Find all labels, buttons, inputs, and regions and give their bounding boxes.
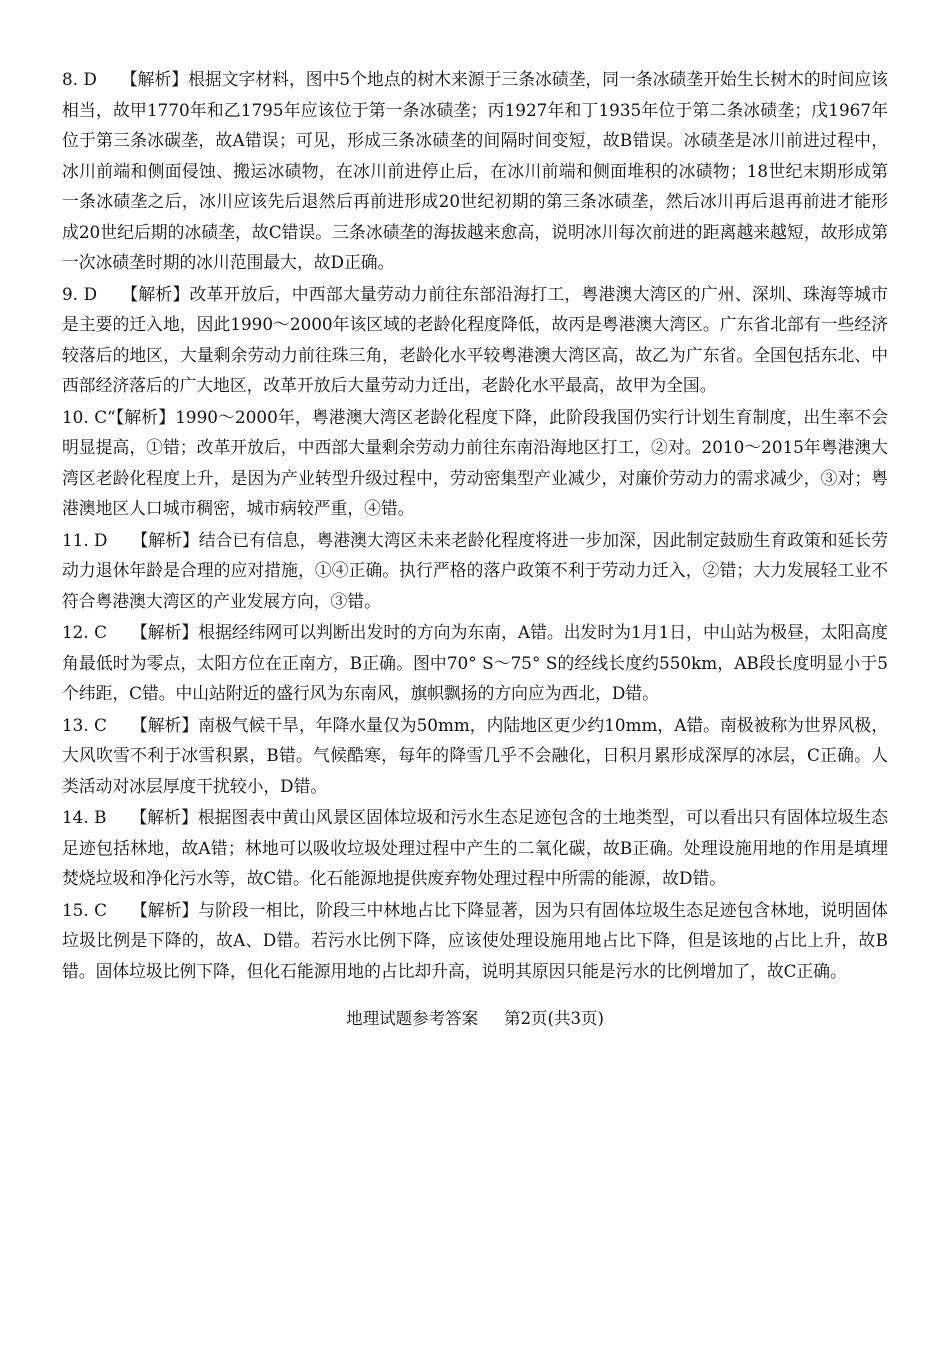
analysis-text: 结合已有信息，粤港澳大湾区未来老龄化程度将进一步加深，因此制定鼓励生育政策和延长劳动力退休年龄是合理的应对措施，①④正确。执行严格的落户政策不利于劳动力迁入，②错；大力发展轻工业不符合粤港澳大湾区的产业发展方向，③错。 bbox=[62, 529, 888, 611]
answer-number: 9. D bbox=[62, 283, 98, 304]
analysis-text: 根据经纬网可以判断出发时的方向为东南，A错。出发时为1月1日，中山站为极昼，太阳高度角最低时为零点，太阳方位在正南方，B正确。图中70° S～75° S的经线长度约550km，AB段长度明显小于5个纬距，C错。中山站附近的盛行风为东南风，旗帜飘扬的方向应为西北，D错。 bbox=[62, 622, 888, 703]
analysis-text: 改革开放后，中西部大量劳动力前往东部沿海打工，粤港澳大湾区的广州、深圳、珠海等城市是主要的迁入地，因此1990～2000年该区域的老龄化程度降低，故丙是粤港澳大湾区。广东省北部有一些经济较落后的地区，大量剩余劳动力前往珠三角，老龄化水平较粤港澳大湾区高，故乙为广东省。全国包括东北、中西部经济落后的广大地区，改革开放后大量劳动力迁出，老龄化水平最高，故甲为全国。 bbox=[62, 283, 888, 395]
answer-item-12 bbox=[62, 617, 888, 709]
answer-item-13 bbox=[62, 710, 888, 802]
answer-item-10 bbox=[62, 402, 888, 524]
answer-number: 8. D bbox=[62, 69, 97, 89]
answer-item-14 bbox=[62, 802, 888, 894]
answer-number: 11. D bbox=[62, 529, 108, 550]
footer-page-number: 第2页(共3页) bbox=[504, 1009, 604, 1028]
analysis-tag: 【解析】 bbox=[120, 69, 189, 89]
analysis-text: 与阶段一相比，阶段三中林地占比下降显著，因为只有固体垃圾生态足迹包含林地，说明固体垃圾比例是下降的，故A、D错。若污水比例下降，应该使处理设施用地占比下降，但是该地的占比上升，故B错。固体垃圾比例下降，但化石能源用地的占比却升高，说明其原因只能是污水的比例增加了，故C正确。 bbox=[62, 899, 888, 981]
analysis-tag: 【解析】 bbox=[115, 406, 176, 427]
analysis-tag: 【解析】 bbox=[131, 529, 199, 550]
answer-number: 15. C bbox=[62, 899, 107, 920]
answer-item-8 bbox=[62, 64, 888, 278]
analysis-text: 根据图表中黄山风景区固体垃圾和污水生态足迹包含的土地类型，可以看出只有固体垃圾生态足迹包括林地，故A错；林地可以吸收垃圾处理过程中产生的二氧化碳，故B正确。处理设施用地的作用是填埋焚烧垃圾和净化污水等，故C错。化石能源地提供废弃物处理过程中所需的能源，故D错。 bbox=[62, 807, 888, 888]
answer-explanations bbox=[62, 64, 888, 987]
answer-item-9 bbox=[62, 279, 888, 401]
answer-item-15 bbox=[62, 895, 888, 987]
footer-title: 地理试题参考答案 bbox=[346, 1009, 479, 1028]
answer-number: 12. C bbox=[62, 622, 107, 642]
analysis-tag: 【解析】 bbox=[130, 807, 198, 827]
answer-number: 13. C bbox=[62, 714, 107, 735]
analysis-tag: 【解析】 bbox=[121, 283, 190, 304]
analysis-text: 1990～2000年，粤港澳大湾区老龄化程度下降，此阶段我国仍实行计划生育制度，出生率不会明显提高，①错；改革开放后，中西部大量剩余劳动力前往东南沿海地区打工，②对。2010～2015年粤港澳大湾区老龄化程度上升，是因为产业转型升级过程中，劳动密集型产业减少，对廉价劳动力的需求减少，③对；粤港澳地区人口城市稠密，城市病较严重，④错。 bbox=[62, 406, 889, 518]
analysis-text: 南极气候干旱，年降水量仅为50mm，内陆地区更少约10mm，A错。南极被称为世界风极，大风吹雪不利于冰雪积累，B错。气候酷寒，每年的降雪几乎不会融化，日积月累形成深厚的冰层，C正确。人类活动对冰层厚度干扰较小，D错。 bbox=[62, 714, 888, 796]
page-footer bbox=[0, 1005, 950, 1029]
answer-number: 10. C“ bbox=[62, 406, 116, 427]
analysis-tag: 【解析】 bbox=[130, 622, 199, 642]
answer-number: 14. B bbox=[62, 807, 107, 827]
analysis-text: 根据文字材料，图中5个地点的树木来源于三条冰碛垄，同一条冰碛垄开始生长树木的时间应该相当，故甲1770年和乙1795年应该位于第一条冰碛垄；丙1927年和丁1935年位于第二条冰碛垄；戊1967年位于第三条冰碳垄，故A错误；可见，形成三条冰碛垄的间隔时间变短，故B错误。冰碛垄是冰川前进过程中，冰川前端和侧面侵蚀、搬运冰碛物，在冰川前进停止后，在冰川前端和侧面堆积的冰碛物；18世纪末期形成第一条冰碛垄之后，冰川应该先后退然后再前进形成20世纪初期的第三条冰碛垄，然后冰川再后退再前进才能形成20世纪后期的冰碛垄，故C错误。三条冰碛垄的海拔越来愈高，说明冰川每次前进的距离越来越短，故形成第一次冰碛垄时期的冰川范围最大，故D正确。 bbox=[62, 69, 888, 272]
answer-item-11 bbox=[62, 525, 888, 617]
analysis-tag: 【解析】 bbox=[130, 899, 199, 920]
analysis-tag: 【解析】 bbox=[130, 714, 199, 735]
